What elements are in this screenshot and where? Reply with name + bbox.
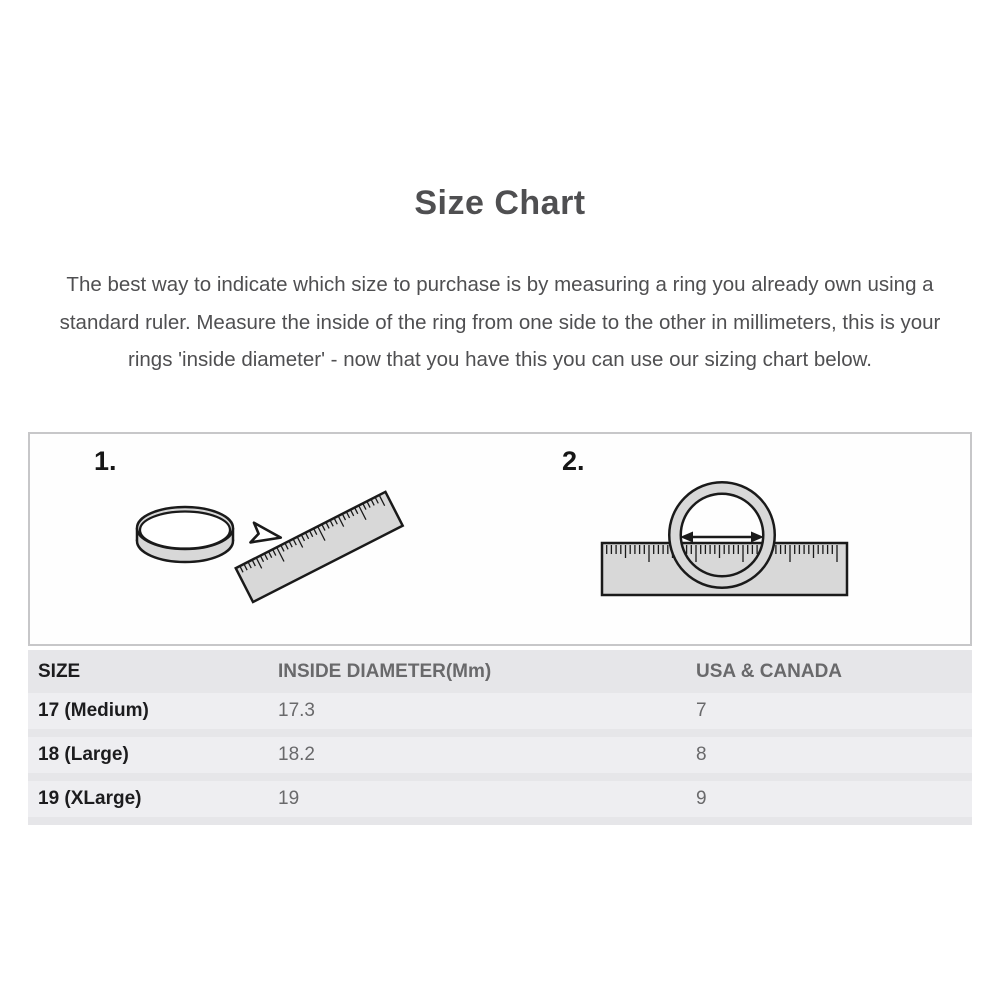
table-row — [28, 781, 972, 817]
cell-size: 18 (Large) — [38, 744, 129, 765]
size-table — [28, 650, 972, 825]
cell-usa-canada: 8 — [696, 744, 707, 765]
cell-size: 17 (Medium) — [38, 700, 149, 721]
table-row — [28, 693, 972, 729]
step-1-label: 1. — [94, 446, 117, 476]
cell-inside-diameter: 19 — [278, 788, 300, 809]
header-usa-canada: USA & CANADA — [696, 660, 843, 682]
ring-on-ruler-icon — [602, 482, 847, 595]
inside-diameter-arrow-icon — [680, 532, 764, 543]
size-table-header-row — [28, 650, 972, 693]
cell-size: 19 (XLarge) — [38, 788, 142, 809]
ring-measurement-diagram — [30, 434, 970, 644]
step-2-label: 2. — [562, 446, 585, 476]
table-row — [28, 737, 972, 773]
cell-usa-canada: 7 — [696, 700, 707, 721]
page-title: Size Chart — [414, 184, 586, 222]
pointer-arrow-icon — [250, 523, 282, 548]
tilted-ruler-icon — [236, 492, 403, 602]
ring-side-view-icon — [137, 507, 233, 562]
cell-inside-diameter: 18.2 — [278, 744, 315, 765]
measurement-illustration — [28, 432, 972, 646]
cell-usa-canada: 9 — [696, 788, 707, 809]
intro-paragraph: The best way to indicate which size to purchase is by measuring a ring you already own using a standard ruler. Measure the inside of the ring from one side to the other in millimeters, this is your rings 'inside diameter' - now that you have this you can use our sizing chart below. — [59, 273, 941, 371]
header-inside-diameter: INSIDE DIAMETER(Mm) — [278, 660, 492, 682]
header-size: SIZE — [38, 660, 81, 682]
cell-inside-diameter: 17.3 — [278, 700, 315, 721]
